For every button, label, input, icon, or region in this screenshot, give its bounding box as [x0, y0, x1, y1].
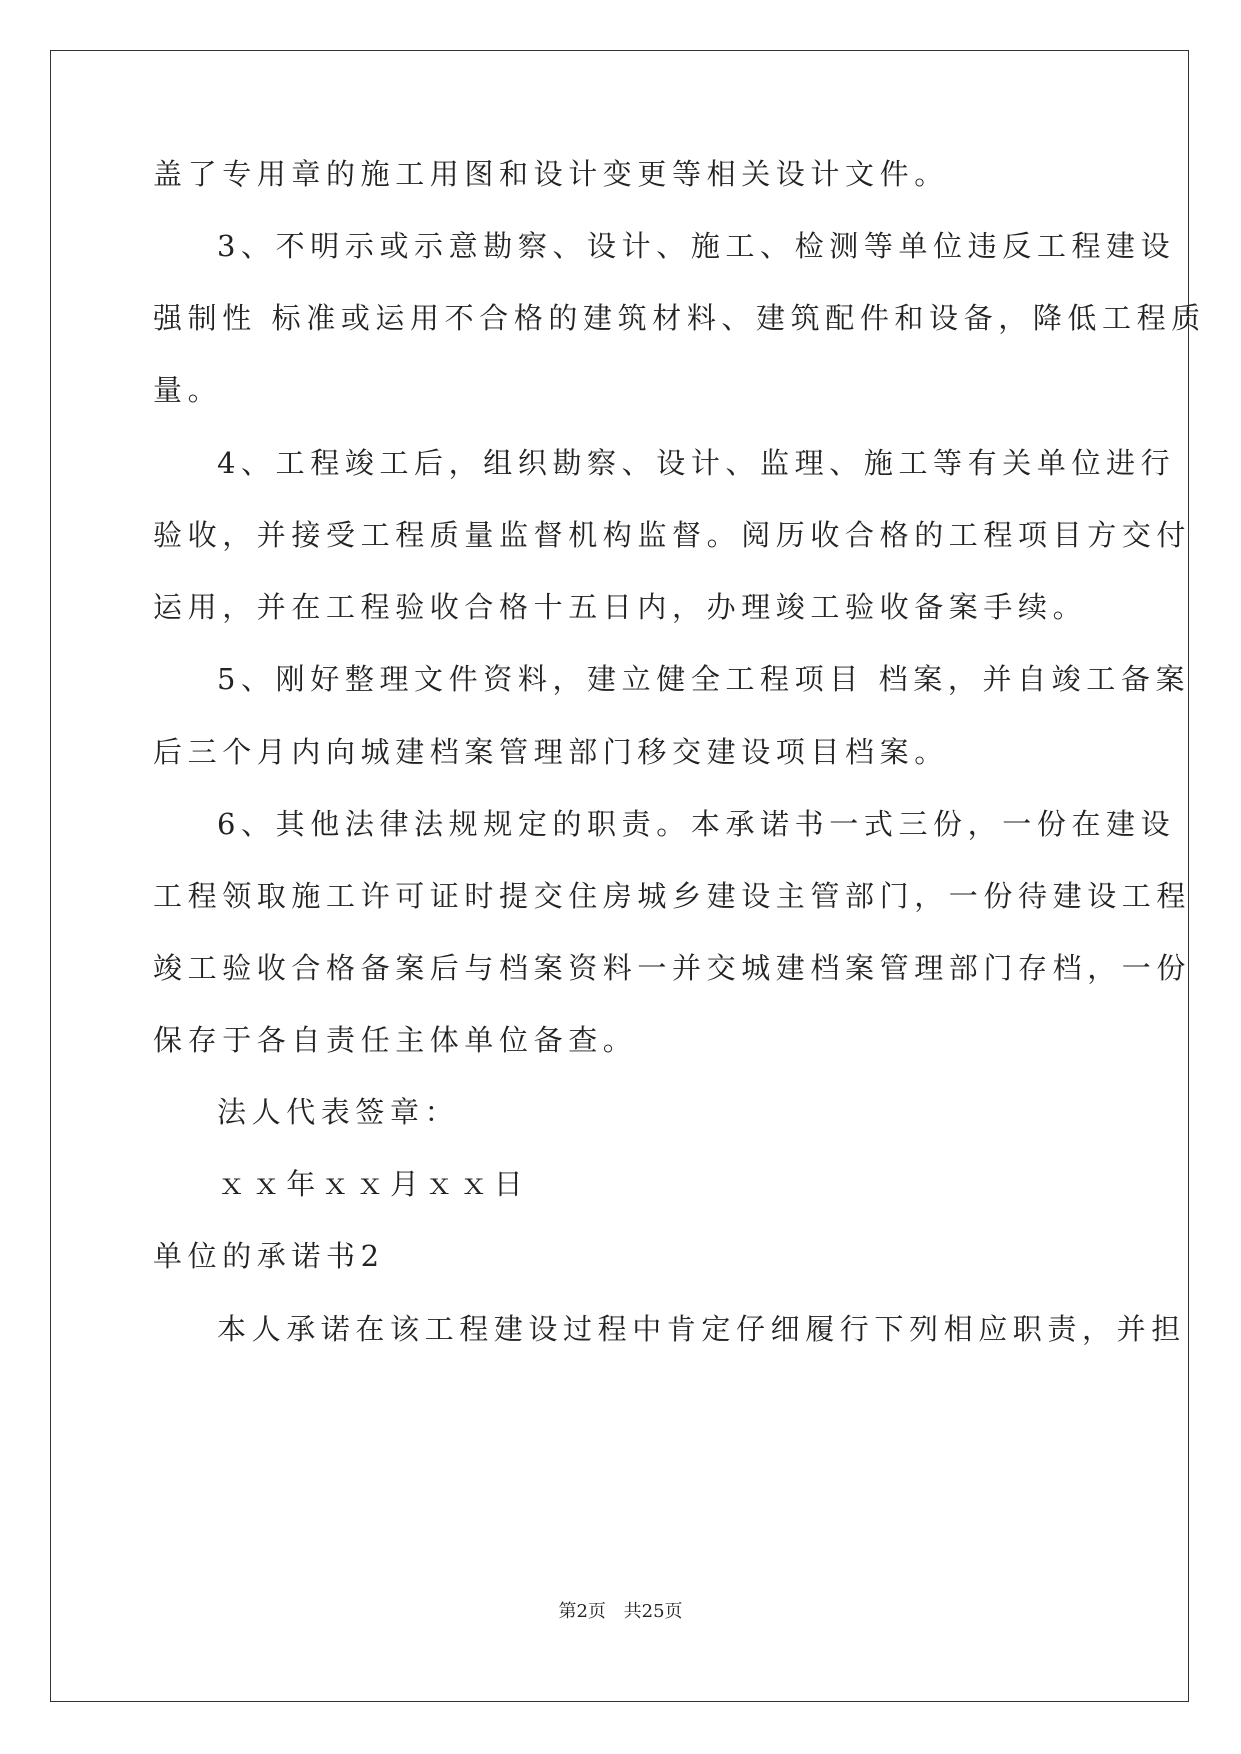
- page-total: 共25页: [623, 1601, 683, 1622]
- body-line-10: 6、其他法律法规规定的职责。本承诺书一式三份，一份在建设: [217, 807, 1176, 841]
- date-line: ｘｘ年ｘｘ月ｘｘ日: [217, 1167, 529, 1201]
- body-line-6: 验收，并接受工程质量监督机构监督。阅历收合格的工程项目方交付: [153, 518, 1192, 552]
- body-line-12: 竣工验收合格备案后与档案资料一并交城建档案管理部门存档，一份: [153, 951, 1192, 985]
- page-footer: [0, 1597, 1241, 1623]
- signature-label: 法人代表签章：: [217, 1095, 460, 1129]
- body-line-13: 保存于各自责任主体单位备查。: [153, 1023, 638, 1057]
- page-number: 第2页: [558, 1601, 606, 1622]
- body-line-7: 运用，并在工程验收合格十五日内，办理竣工验收备案手续。: [153, 590, 1088, 624]
- body-line-8: 5、刚好整理文件资料，建立健全工程项目 档案，并自竣工备案: [217, 662, 1191, 696]
- body-line-3: 强制性 标准或运用不合格的建筑材料、建筑配件和设备，降低工程质: [153, 301, 1206, 335]
- body-line-4: 量。: [153, 373, 223, 407]
- body-line-1: 盖了专用章的施工用图和设计变更等相关设计文件。: [153, 157, 949, 191]
- body-line-2: 3、不明示或示意勘察、设计、施工、检测等单位违反工程建设: [217, 229, 1176, 263]
- body-line-9: 后三个月内向城建档案管理部门移交建设项目档案。: [153, 735, 949, 769]
- body-line-5: 4、工程竣工后，组织勘察、设计、监理、施工等有关单位进行: [217, 446, 1176, 480]
- body-line-11: 工程领取施工许可证时提交住房城乡建设主管部门，一份待建设工程: [153, 879, 1192, 913]
- body-line-14: 本人承诺在该工程建设过程中肯定仔细履行下列相应职责，并担: [217, 1312, 1186, 1346]
- section-heading: 单位的承诺书2: [153, 1239, 385, 1273]
